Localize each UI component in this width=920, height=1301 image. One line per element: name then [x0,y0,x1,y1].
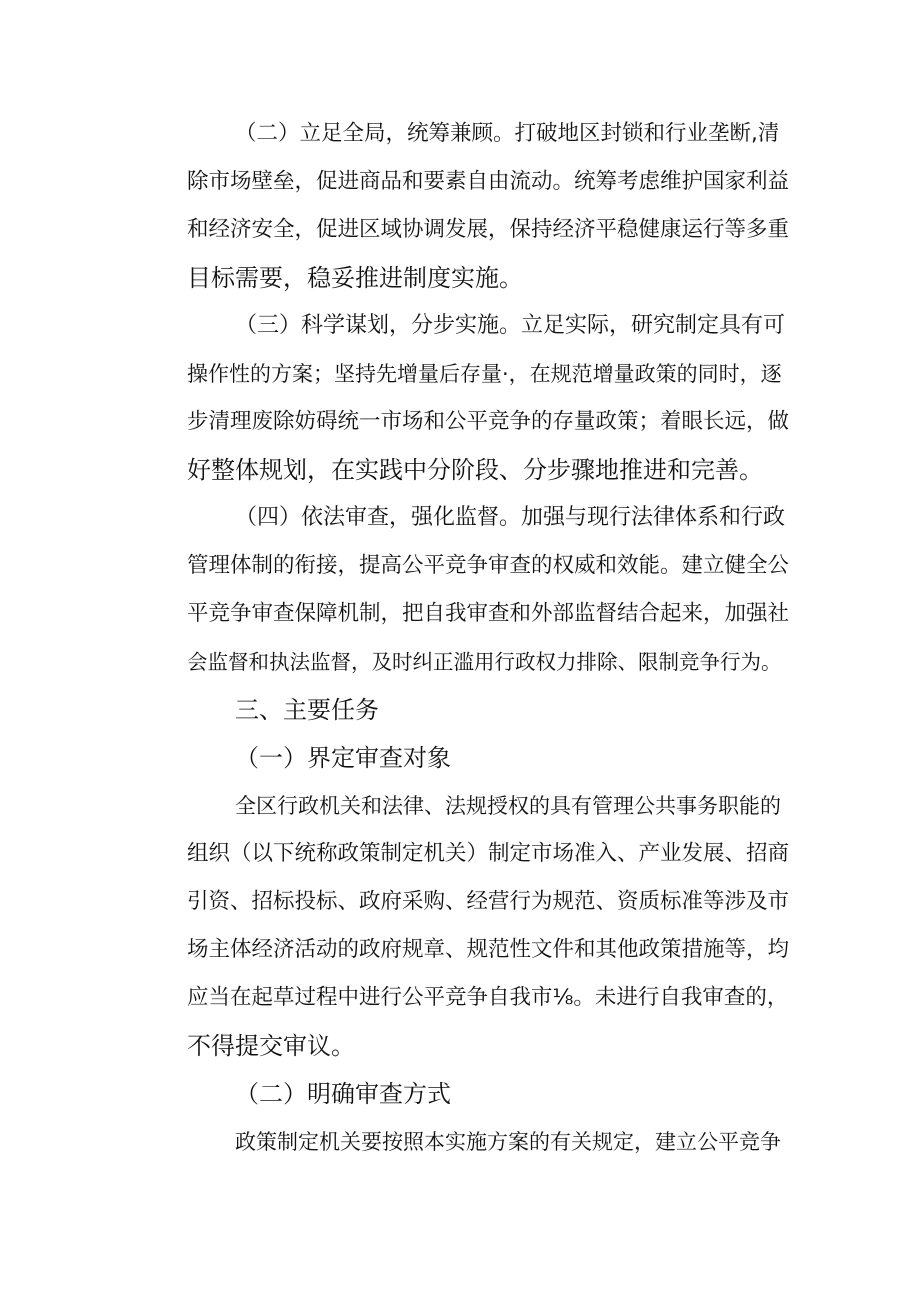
document-body [139,110,789,1166]
paragraph-review-scope [139,782,789,1070]
text-line: 应当在起草过程中进行公平竞争自我市⅛。未进行自我审查的， [187,985,789,1010]
paragraph-review-method [139,1118,789,1166]
text-line: 场主体经济活动的政府规章、规范性文件和其他政策措施等，均 [187,937,790,962]
text-line: （四）依法审查，强化监督。加强与现行法律体系和行政 [235,505,786,530]
text-line: 组织（以下统称政策制定机关）制定市场准入、产业发展、招商 [187,841,790,866]
text-line: 和经济安全，促进区域协调发展，保持经济平稳健康运行等多重 [187,217,790,242]
text-line: 目标需要，稳妥推进制度实施。 [187,264,523,292]
text-line: 政策制定机关要按照本实施方案的有关规定，建立公平竞争 [235,1130,781,1154]
text-line: 除市场壁垒，促进商品和要素自由流动。统筹考虑维护国家利益 [187,169,790,194]
text-line: 步清理废除妨碍统一市场和公平竞争的存量政策；着眼长远，做 [187,409,790,434]
text-line: 不得提交审议。 [187,1032,355,1060]
text-line: 好整体规划，在实践中分阶段、分步骤地推进和完善。 [187,456,763,484]
text-line: 全区行政机关和法律、法规授权的具有管理公共事务职能的 [235,794,781,818]
paragraph-scientific-planning [139,302,789,494]
text-line: 引资、招标投标、政府采购、经营行为规范、资质标准等涉及市 [187,889,790,914]
section-heading-main-tasks [139,686,789,734]
paragraph-lawful-review [139,494,789,686]
paragraph-overall-planning [139,110,789,302]
text-line: 平竞争审查保障机制，把自我审查和外部监督结合起来，加强社 [187,601,790,626]
text-line: 管理体制的衔接，提高公平竞争审查的权威和效能。建立健全公 [187,553,790,578]
text-line: （三）科学谋划，分步实施。立足实际，研究制定具有可 [235,313,786,338]
heading-text: （一）界定审查对象 [235,744,451,772]
heading-text: 三、主要任务 [235,696,379,724]
subheading-define-review-scope [139,734,789,782]
heading-text: （二）明确审查方式 [235,1080,451,1108]
text-line: 会监督和执法监督，及时纠正滥用行政权力排除、限制竞争行为。 [187,650,782,674]
text-line: （二）立足全局，统筹兼顾。打破地区封锁和行业垄断,清 [235,121,780,146]
subheading-review-method [139,1070,789,1118]
text-line: 操作性的方案；坚持先增量后存量·，在规范增量政策的同时，逐 [187,362,782,386]
